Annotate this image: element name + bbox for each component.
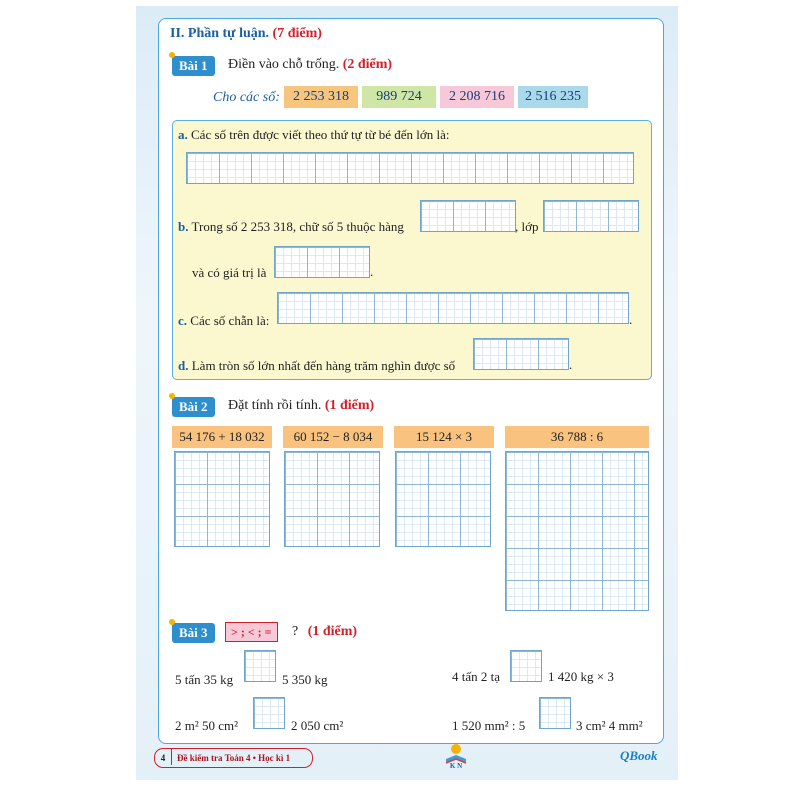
cmp4-answer-box[interactable] bbox=[539, 697, 571, 729]
bai1-points: (2 điểm) bbox=[342, 57, 393, 72]
operation-1-header: 54 176 + 18 032 bbox=[172, 426, 272, 448]
cmp1-right: 5 350 kg bbox=[282, 672, 328, 687]
given-label: Cho các số: bbox=[213, 90, 280, 105]
bai3-points: (1 điểm) bbox=[307, 624, 358, 639]
cmp1-answer-box[interactable] bbox=[244, 650, 276, 682]
operation-3-work-grid[interactable] bbox=[395, 451, 491, 547]
cmp2-left: 4 tấn 2 tạ bbox=[452, 669, 501, 684]
bai2-points: (1 điểm) bbox=[324, 398, 375, 413]
part-c-prefix: c. bbox=[178, 313, 188, 328]
publisher-logo bbox=[444, 743, 468, 771]
part-b-dot: . bbox=[370, 264, 374, 279]
cmp3-left: 2 m² 50 cm² bbox=[175, 718, 239, 733]
cmp2-answer-box[interactable] bbox=[510, 650, 542, 682]
operation-2-header: 60 152 − 8 034 bbox=[283, 426, 383, 448]
part-b-class-grid[interactable] bbox=[543, 200, 639, 232]
part-b-text: Trong số 2 253 318, chữ số 5 thuộc hàng bbox=[191, 219, 404, 234]
bai2-task bbox=[228, 398, 374, 414]
part-a-question bbox=[178, 127, 450, 143]
part-b-row-grid[interactable] bbox=[420, 200, 516, 232]
part-b-lop: , lớp bbox=[515, 219, 539, 234]
part-b-value-grid[interactable] bbox=[274, 246, 370, 278]
part-b-prefix: b. bbox=[178, 219, 189, 234]
page-number: 4 bbox=[155, 749, 172, 765]
part-a-text: Các số trên được viết theo thứ tự từ bé đến lớn là: bbox=[191, 127, 450, 142]
section-points: (7 điểm) bbox=[272, 26, 322, 41]
part-b-question bbox=[178, 219, 404, 235]
operation-3-header: 15 124 × 3 bbox=[394, 426, 494, 448]
operation-1-work-grid[interactable] bbox=[174, 451, 270, 547]
bai1-task-text: Điền vào chỗ trống. bbox=[228, 57, 340, 72]
cmp4-left: 1 520 mm² : 5 bbox=[452, 718, 526, 733]
number-chip-1: 2 253 318 bbox=[284, 86, 358, 108]
cmp3-answer-box[interactable] bbox=[253, 697, 285, 729]
bai1-badge: Bài 1 bbox=[172, 56, 215, 76]
logo-letters: K N bbox=[449, 762, 463, 770]
footer-title bbox=[154, 748, 313, 768]
number-chip-2: 989 724 bbox=[362, 86, 436, 108]
cmp4-right: 3 cm² 4 mm² bbox=[576, 718, 643, 733]
bai3-task bbox=[292, 624, 357, 640]
bai1-task bbox=[228, 57, 392, 73]
operation-4-header: 36 788 : 6 bbox=[505, 426, 649, 448]
number-chip-3: 2 208 716 bbox=[440, 86, 514, 108]
part-c-answer-grid[interactable] bbox=[277, 292, 629, 324]
cmp3-right: 2 050 cm² bbox=[291, 718, 344, 733]
part-c-text: Các số chẵn là: bbox=[190, 313, 270, 328]
part-d-dot: . bbox=[569, 357, 573, 372]
part-a-answer-grid[interactable] bbox=[186, 152, 634, 184]
bai2-badge: Bài 2 bbox=[172, 397, 215, 417]
part-d-answer-grid[interactable] bbox=[473, 338, 569, 370]
bai3-question-mark: ? bbox=[292, 624, 299, 639]
part-d-text: Làm tròn số lớn nhất đến hàng trăm nghìn được số bbox=[191, 358, 456, 373]
cmp1-left: 5 tấn 35 kg bbox=[175, 672, 234, 687]
part-c-dot: . bbox=[629, 312, 633, 327]
bai2-task-text: Đặt tính rồi tính. bbox=[228, 398, 322, 413]
section-title bbox=[170, 26, 322, 42]
cmp2-right: 1 420 kg × 3 bbox=[548, 669, 614, 684]
part-c-question bbox=[178, 313, 269, 329]
part-d-prefix: d. bbox=[178, 358, 189, 373]
section-title-text: II. Phần tự luận. bbox=[170, 26, 270, 41]
part-a-prefix: a. bbox=[178, 127, 188, 142]
part-d-question bbox=[178, 358, 455, 374]
operation-2-work-grid[interactable] bbox=[284, 451, 380, 547]
number-chip-4: 2 516 235 bbox=[518, 86, 588, 108]
part-b-value-text: và có giá trị là bbox=[192, 265, 267, 280]
bai3-badge: Bài 3 bbox=[172, 623, 215, 643]
compare-symbols: > ; < ; = bbox=[225, 622, 278, 642]
brand-logo: QBook bbox=[620, 748, 658, 763]
footer-text: Đề kiểm tra Toán 4 • Học kì 1 bbox=[177, 753, 291, 763]
operation-4-work-grid[interactable] bbox=[505, 451, 649, 611]
